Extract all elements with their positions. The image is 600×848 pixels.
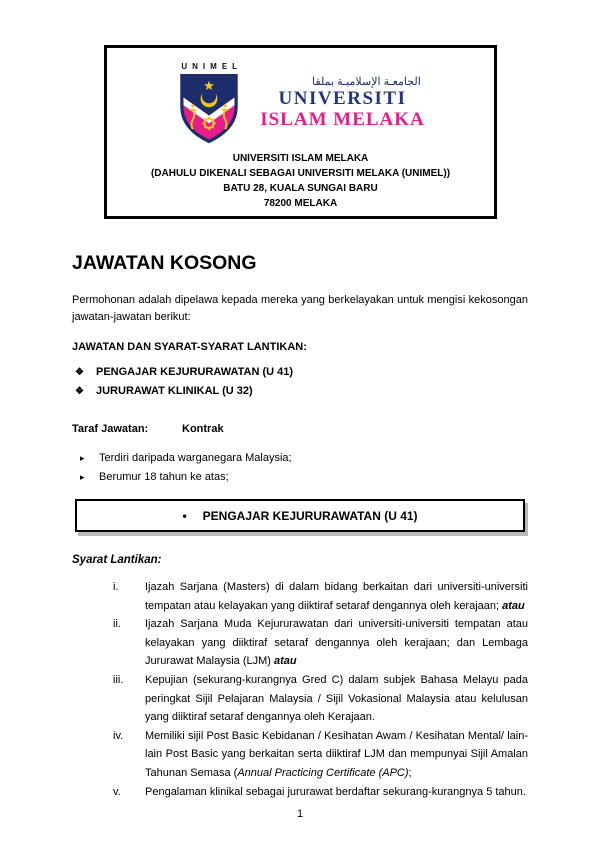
unimel-crest-logo [176, 73, 242, 144]
letterhead-address [107, 151, 494, 211]
crest-acronym-label: UNIMEL [181, 62, 243, 71]
triangle-bullet-icon: ▸ [80, 472, 85, 482]
requirement-item [113, 578, 528, 615]
position-item-label: JURURAWAT KLINIKAL (U 32) [96, 385, 253, 397]
wordmark-islam-melaka-label: ISLAM MELAKA [260, 108, 425, 130]
position-box-title: PENGAJAR KEJURURAWATAN (U 41) [202, 508, 418, 523]
letterhead-address-line: UNIVERSITI ISLAM MELAKA [232, 153, 369, 164]
requirement-numeral: i. [113, 581, 119, 593]
position-item [72, 382, 528, 401]
employment-status-label: Taraf Jawatan: [72, 423, 149, 435]
page-title: JAWATAN KOSONG [72, 252, 257, 274]
requirement-text: Ijazah Sarjana Muda Kejururawatan dari universiti-universiti tempatan atau kelayakan yang diiktiraf setaraf dengannya oleh kerajaan; dan Lembaga Jururawat Malaysia (LJM) atau [145, 618, 528, 668]
general-requirement-item-label: Terdiri daripada warganegara Malaysia; [99, 452, 292, 464]
employment-status-value: Kontrak [182, 423, 224, 435]
position-item-label: PENGAJAR KEJURURAWATAN (U 41) [96, 366, 294, 378]
crest-column [176, 62, 242, 144]
triangle-bullet-icon: ▸ [80, 453, 85, 463]
letterhead-address-line: 78200 MELAKA [263, 198, 338, 209]
requirement-numeral: v. [113, 785, 121, 798]
arabic-name-label: الجامعـة الإسلاميـة بملقا [312, 75, 421, 88]
general-requirements-list [72, 449, 528, 487]
requirement-text: Kepujian (sekurang-kurangnya Gred C) dalam subjek Bahasa Melayu pada peringkat Sijil Pelajaran Malaysia / Sijil Vokasional Malaysia atau kelulusan yang diiktiraf setaraf dengannya oleh Kerajaan. [145, 673, 528, 724]
letterhead [104, 45, 497, 219]
requirement-numeral: iii. [113, 673, 124, 686]
document-body [72, 252, 528, 801]
logo-row [107, 62, 494, 144]
letterhead-address-line: BATU 28, KUALA SUNGAI BARU [223, 183, 378, 194]
requirement-item [113, 615, 528, 671]
positions-list [72, 363, 528, 401]
requirement-numeral: ii. [113, 618, 121, 631]
requirement-text: Ijazah Sarjana (Masters) di dalam bidang berkaitan dari universiti-universiti tempatan atau kelayakan yang diiktiraf setaraf dengannya oleh kerajaan; atau [145, 581, 528, 612]
requirement-text: Pengalaman klinikal sebagai jururawat berdaftar sekurang-kurangnya 5 tahun. [145, 785, 526, 798]
requirement-item [113, 671, 528, 727]
employment-status-row [72, 423, 528, 435]
position-item [72, 363, 528, 382]
letterhead-address-line: (DAHULU DIKENALI SEBAGAI UNIVERSITI MELAKA (UNIMEL)) [150, 168, 451, 179]
general-requirement-item-label: Berumur 18 tahun ke atas; [99, 471, 229, 483]
requirement-numeral: iv. [113, 729, 124, 742]
dot-bullet-icon: • [182, 508, 187, 523]
position-title-box [75, 499, 525, 532]
requirement-item [113, 727, 528, 783]
general-requirement-item [72, 468, 528, 487]
wordmark-column [260, 76, 425, 131]
general-requirement-item [72, 449, 528, 468]
page-number: 1 [296, 808, 304, 820]
diamond-bullet-icon: ❖ [75, 386, 84, 397]
appointment-conditions-heading: Syarat Lantikan: [72, 554, 162, 566]
intro-paragraph: Permohonan adalah dipelawa kepada mereka yang berkelayakan untuk mengisi kekosongan jawatan-jawatan berikut: [72, 294, 528, 323]
requirement-item [113, 783, 528, 802]
section-heading: JAWATAN DAN SYARAT-SYARAT LANTIKAN: [72, 341, 307, 353]
requirements-list [72, 578, 528, 801]
wordmark-universiti-label: UNIVERSITI [278, 87, 407, 109]
requirement-text: Memiliki sijil Post Basic Kebidanan / Kesihatan Awam / Kesihatan Mental/ lain-lain Post Basic yang berkaitan serta diiktiraf LJM dan mempunyai Sijil Amalan Tahunan Semasa (Annual Practicing Certificate (APC); [145, 729, 528, 779]
diamond-bullet-icon: ❖ [75, 367, 84, 378]
